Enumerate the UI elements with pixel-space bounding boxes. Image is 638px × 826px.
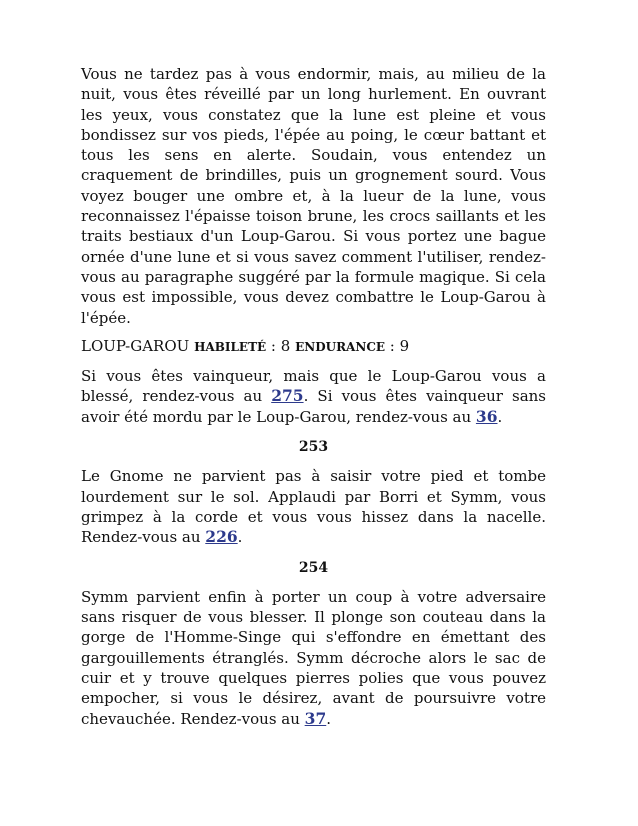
link-section-226[interactable]: 226 <box>205 527 238 547</box>
skill-label: HABILETÉ <box>194 339 267 354</box>
section-number-253: 253 <box>298 439 329 456</box>
victory-text-2: . Si vous êtes vainqueur sans avoir été mordu par le Loup-Garou, rendez-vous au <box>81 387 547 426</box>
stamina-separator: : <box>385 336 400 355</box>
paragraph-victory <box>81 366 546 427</box>
monster-stats <box>81 336 546 357</box>
stamina-label: ENDURANCE <box>295 339 386 354</box>
monster-name: LOUP-GAROU <box>81 336 190 355</box>
link-section-37[interactable]: 37 <box>304 708 327 728</box>
link-section-275[interactable]: 275 <box>271 386 304 406</box>
skill-value: 8 <box>280 336 291 355</box>
link-section-36[interactable]: 36 <box>475 406 498 426</box>
gnome-text-1: Le Gnome ne parvient pas à saisir votre pied et tombe lourdement sur le sol. Applaudi par Borri et Symm, vous grimpez à la corde et vous vous hissez dans la nacelle. Rendez-vous au <box>81 467 546 547</box>
section-number-254: 254 <box>298 559 329 576</box>
skill-separator: : <box>266 336 281 355</box>
paragraph-symm <box>81 587 546 729</box>
gnome-text-2: . <box>237 528 243 547</box>
paragraph-werewolf: Vous ne tardez pas à vous endormir, mais, au milieu de la nuit, vous êtes réveillé par un long hurlement. En ouvrant les yeux, vous constatez que la lune est pleine et vous bondissez sur vos pieds, l'épée au poing, le cœur battant et tous les sens en alerte. Soudain, vous entendez un craquement de brindilles, puis un grognement sourd. Vous voyez bouger une ombre et, à la lueur de la lune, vous reconnaissez l'épaisse toison brune, les crocs saillants et les traits bestiaux d'un Loup-Garou. Si vous portez une bague ornée d'une lune et si vous savez comment l'utiliser, rendez-vous au paragraphe suggéré par la formule magique. Si cela vous est impossible, vous devez combattre le Loup-Garou à l'épée. <box>81 65 546 327</box>
paragraph-gnome <box>81 466 546 547</box>
book-page <box>81 64 546 729</box>
victory-text-1: Si vous êtes vainqueur, mais que le Loup-Garou vous a blessé, rendez-vous au <box>81 367 546 406</box>
victory-text-3: . <box>497 407 503 426</box>
symm-text-2: . <box>326 709 332 728</box>
stamina-value: 9 <box>399 336 410 355</box>
symm-text-1: Symm parvient enfin à porter un coup à votre adversaire sans risquer de vous blesser. Il plonge son couteau dans la gorge de l'Homme-Singe qui s'effondre en émettant des gargouillements étranglés. Symm décroche alors le sac de cuir et y trouve quelques pierres polies que vous pouvez empocher, si vous le désirez, avant de poursuivre votre chevauchée. Rendez-vous au <box>81 587 546 728</box>
